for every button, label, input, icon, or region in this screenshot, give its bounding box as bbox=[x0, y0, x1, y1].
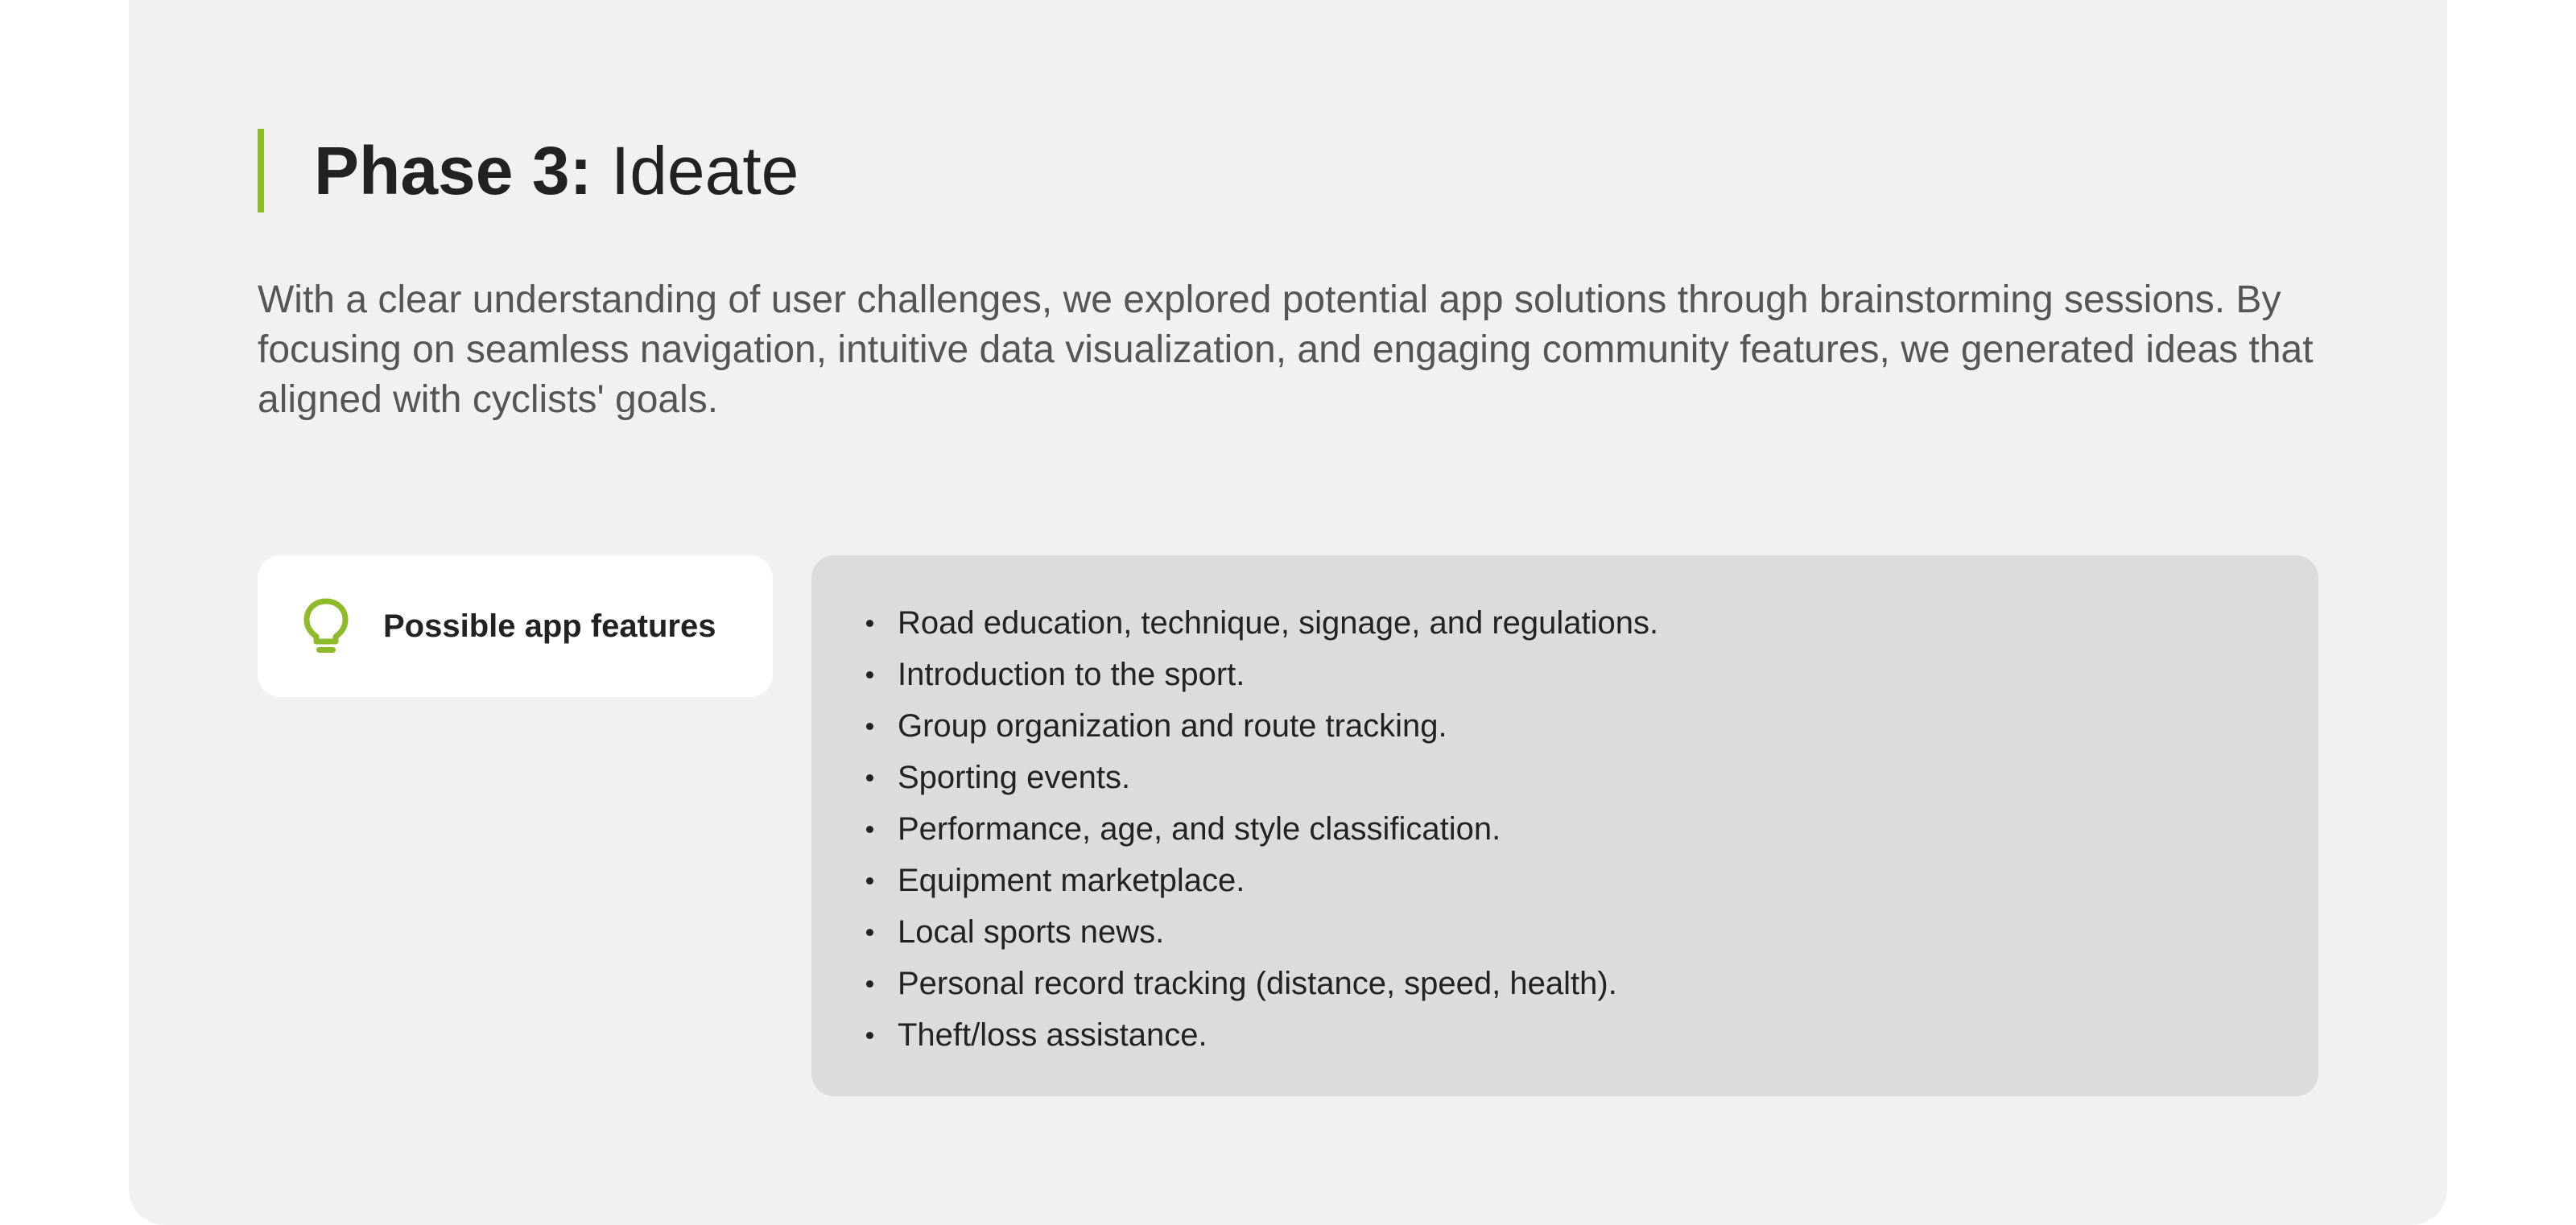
feature-text: Personal record tracking (distance, speed, health). bbox=[898, 966, 1617, 1001]
feature-item bbox=[866, 906, 2318, 958]
bullet-icon bbox=[866, 620, 873, 627]
phase-label: Phase 3: bbox=[314, 133, 592, 208]
feature-item bbox=[866, 803, 2318, 855]
phase-name: Ideate bbox=[592, 133, 799, 208]
features-panel bbox=[811, 555, 2318, 1096]
feature-text: Local sports news. bbox=[898, 914, 1165, 950]
bullet-icon bbox=[866, 826, 873, 833]
feature-item bbox=[866, 700, 2318, 752]
feature-text: Performance, age, and style classification. bbox=[898, 811, 1501, 847]
page-title bbox=[314, 133, 799, 208]
features-label-card bbox=[258, 555, 773, 697]
lightbulb-icon bbox=[303, 597, 349, 655]
bullet-icon bbox=[866, 877, 873, 885]
bullet-icon bbox=[866, 774, 873, 782]
feature-text: Theft/loss assistance. bbox=[898, 1017, 1208, 1053]
feature-item bbox=[866, 1009, 2318, 1061]
feature-text: Equipment marketplace. bbox=[898, 863, 1245, 898]
intro-paragraph: With a clear understanding of user challenges, we explored potential app solutions through brainstorming sessions. By focusing on seamless navigation, intuitive data visualization, and engaging community features, we generated ideas that aligned with cyclists' goals. bbox=[258, 278, 2314, 421]
bullet-icon bbox=[866, 929, 873, 936]
bullet-icon bbox=[866, 1032, 873, 1039]
feature-text: Introduction to the sport. bbox=[898, 657, 1245, 692]
feature-item bbox=[866, 958, 2318, 1009]
bullet-icon bbox=[866, 980, 873, 988]
feature-item bbox=[866, 597, 2318, 649]
feature-item bbox=[866, 752, 2318, 803]
feature-text: Sporting events. bbox=[898, 760, 1131, 795]
feature-item bbox=[866, 855, 2318, 906]
feature-item bbox=[866, 649, 2318, 700]
features-label: Possible app features bbox=[383, 608, 716, 644]
feature-text: Road education, technique, signage, and regulations. bbox=[898, 605, 1659, 641]
features-list bbox=[866, 597, 2318, 1061]
bullet-icon bbox=[866, 671, 873, 678]
feature-text: Group organization and route tracking. bbox=[898, 708, 1447, 744]
bullet-icon bbox=[866, 723, 873, 730]
phase-title-block bbox=[258, 129, 799, 212]
